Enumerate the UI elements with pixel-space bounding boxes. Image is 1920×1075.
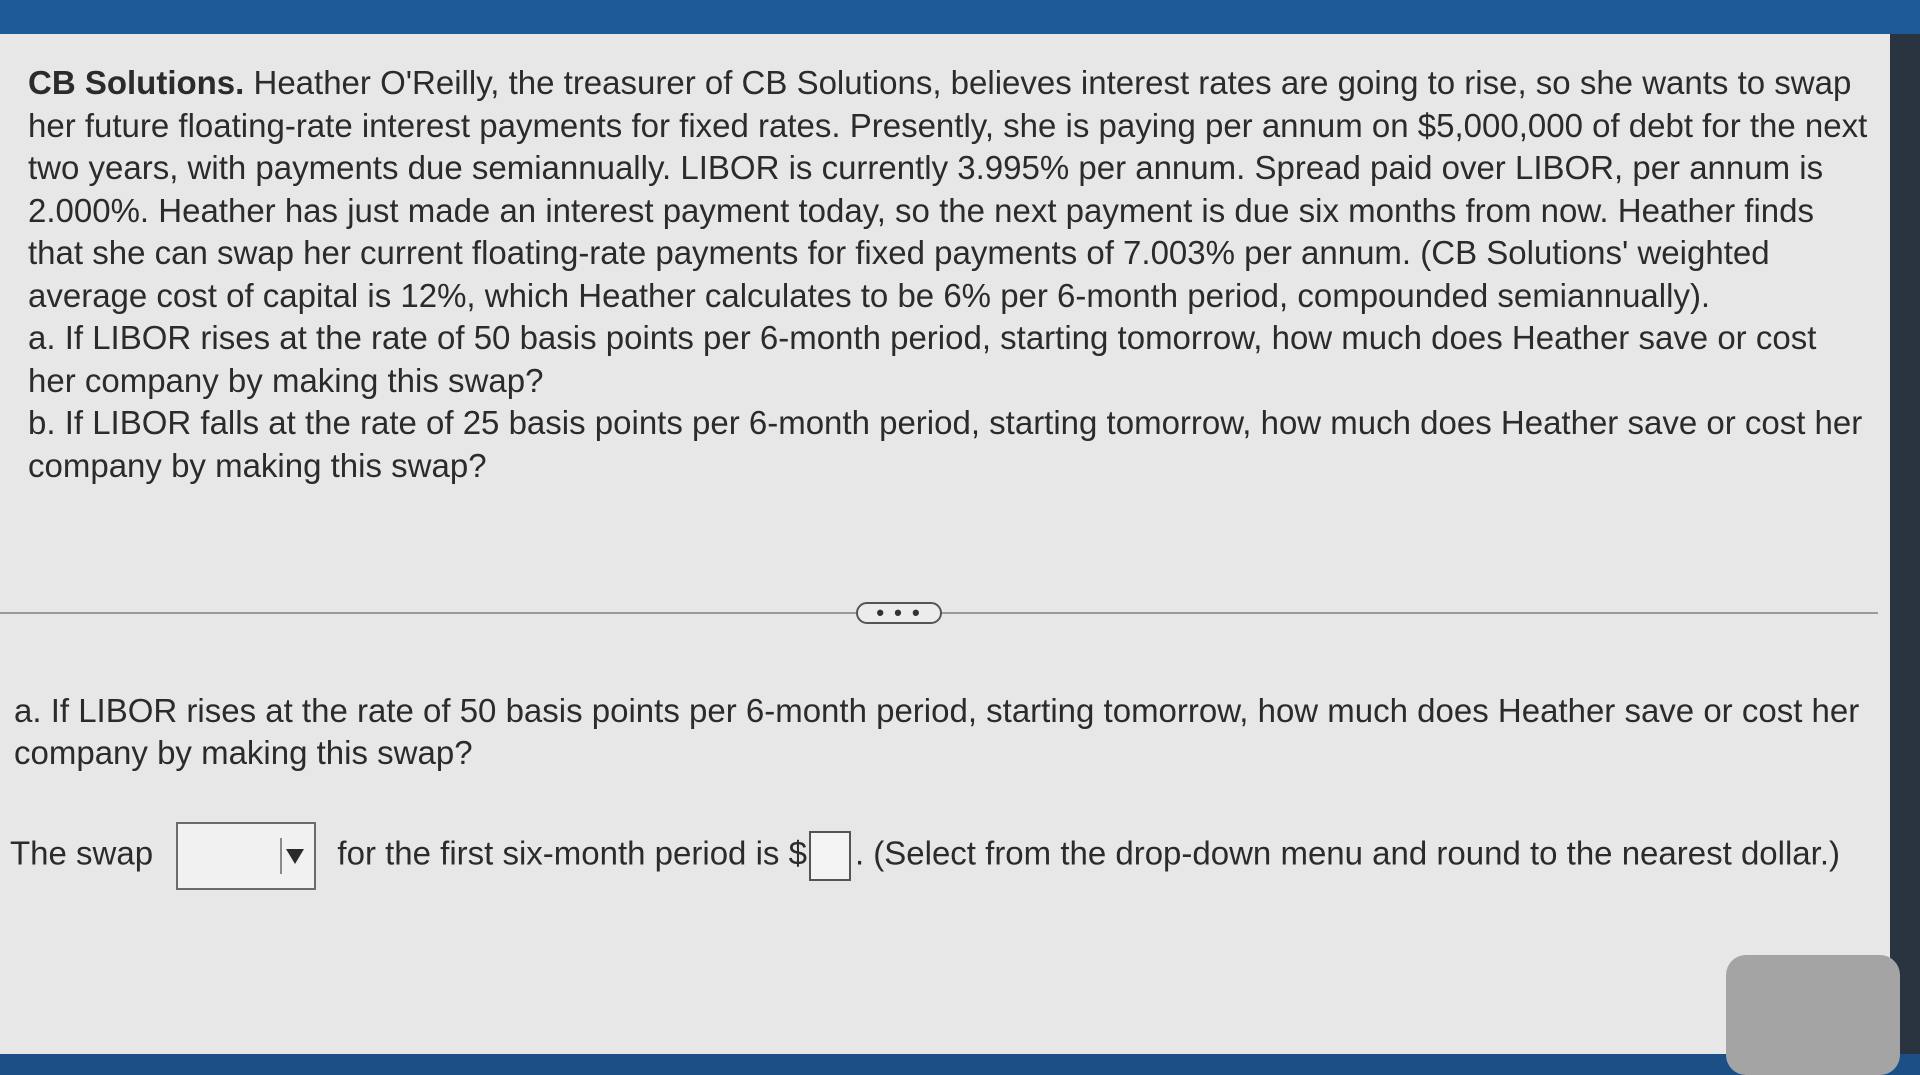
problem-part-a: a. If LIBOR rises at the rate of 50 basis points per 6-month period, starting tomorrow, how much does Heather save or cost her company by making this swap?: [28, 319, 1817, 399]
corner-button[interactable]: [1726, 955, 1900, 1075]
answer-prefix: The swap: [10, 834, 154, 872]
triangle-down-icon[interactable]: [280, 838, 308, 874]
question-part-a: a. If LIBOR rises at the rate of 50 basis points per 6-month period, starting tomorrow, how much does Heather save or cost her company by making this swap?: [14, 692, 1860, 771]
right-edge: [1890, 34, 1920, 1054]
problem-statement: [28, 62, 1868, 487]
more-button[interactable]: • • •: [856, 602, 942, 624]
answer-middle: for the first six-month period is $: [337, 834, 807, 872]
problem-text: [28, 62, 1868, 317]
problem-title: CB Solutions.: [28, 64, 245, 101]
answer-row: [10, 822, 1870, 890]
amount-input[interactable]: [809, 831, 851, 881]
problem-part-b: b. If LIBOR falls at the rate of 25 basis points per 6-month period, starting tomorrow, how much does Heather save or cost her company by making this swap?: [28, 404, 1863, 484]
swap-dropdown[interactable]: [176, 822, 316, 890]
answer-suffix: . (Select from the drop-down menu and round to the nearest dollar.): [854, 834, 1840, 872]
top-bar: [0, 0, 1920, 34]
problem-body: Heather O'Reilly, the treasurer of CB Solutions, believes interest rates are going to rise, so she wants to swap her future floating-rate interest payments for fixed rates. Presently, she is paying per annum on $5,000,000 of debt for the next two years, with payments due semiannually. LIBOR is currently 3.995% per annum. Spread paid over LIBOR, per annum is 2.000%. Heather has just made an interest payment today, so the next payment is due six months from now. Heather finds that she can swap her current floating-rate payments for fixed payments of 7.003% per annum. (CB Solutions' weighted average cost of capital is 12%, which Heather calculates to be 6% per 6-month period, compounded semiannually).: [28, 64, 1868, 314]
